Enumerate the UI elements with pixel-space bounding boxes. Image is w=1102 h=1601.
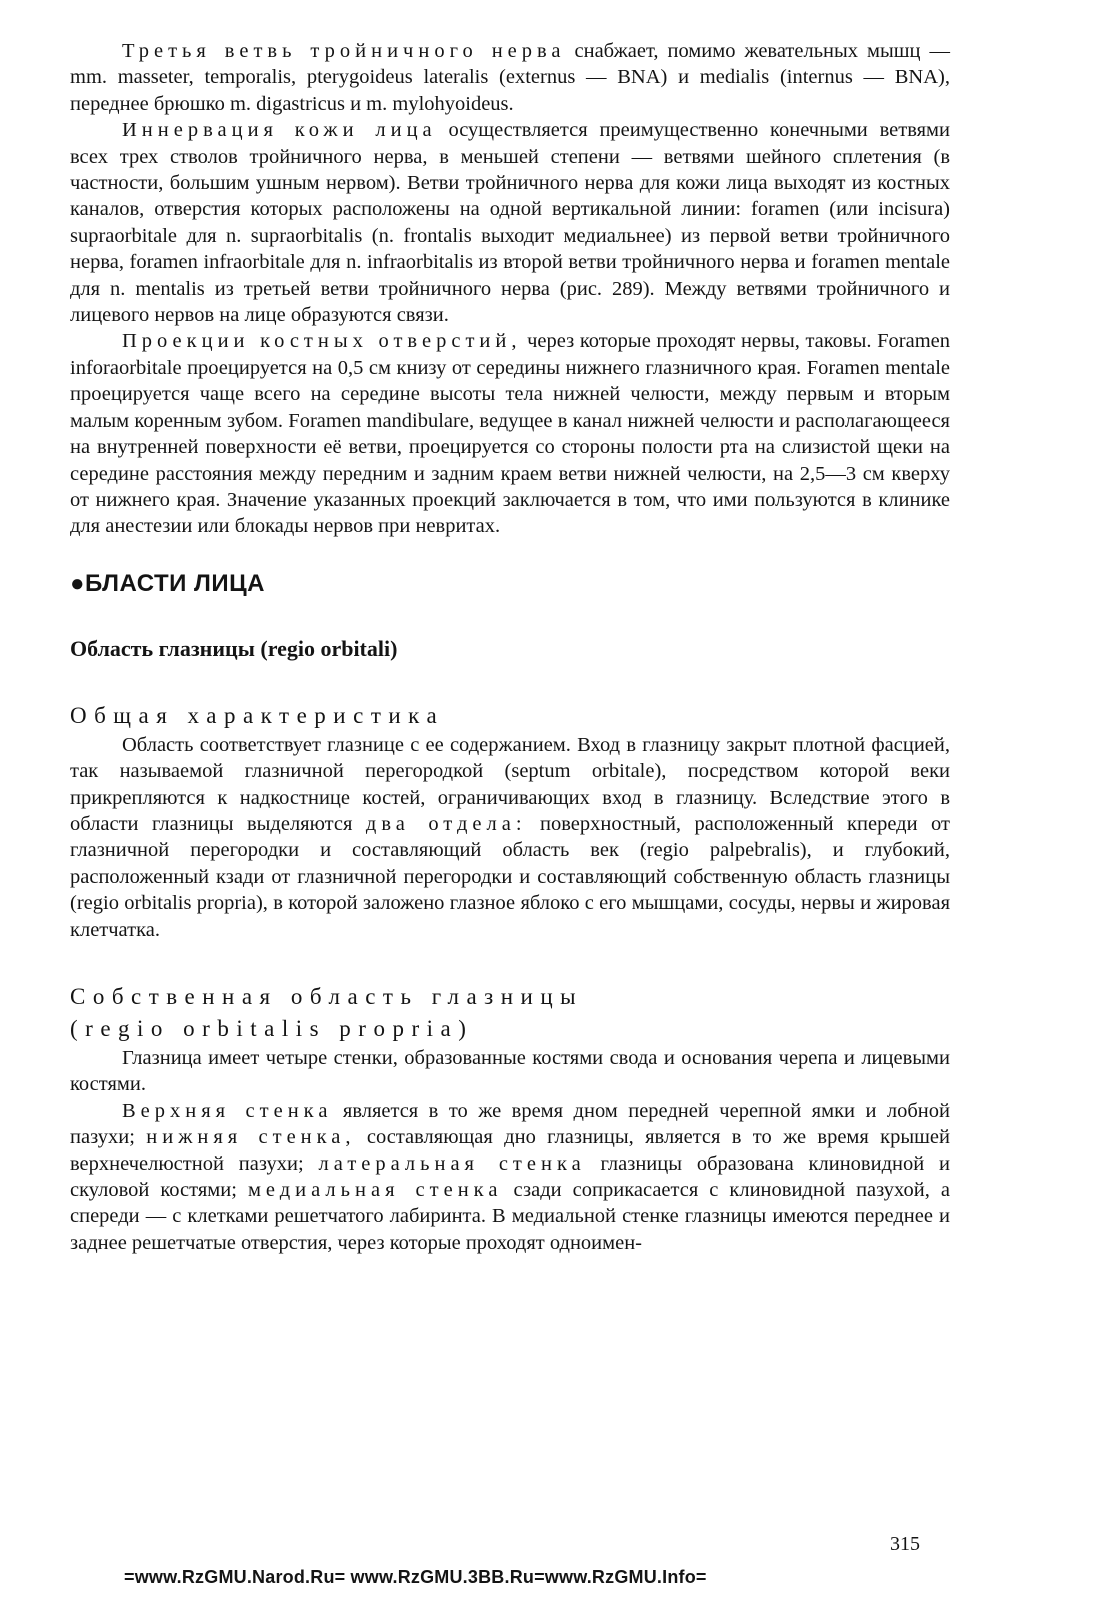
paragraph-text: через которые проходят нервы, таковы. Foramen inforaorbitale проецируется на 0,5 см книзу от середины нижнего глазничного края. Foramen mentale проецируется чаще всего на середине высоты тела нижней челюсти, между первым и вторым малым коренным зубом. Foramen mandibulare, ведущее в канал нижней челюсти и располагающееся на внутренней поверхности её ветви, проецируется со стороны полости рта на слизистой щеки на середине расстояния между передним и задним краем ветви нижней челюсти, на 2,5—3 см кверху от нижнего края. Значение указанных проекций заключается в том, что ими пользуются в клинике для анестезии или блокады нервов при невритах. [70,330,951,538]
page-body [70,38,950,1256]
spaced-term: латеральная стенка [318,1152,586,1175]
heading-general-characteristics: Общая характеристика [70,702,445,728]
spaced-term: нижняя стенка, [146,1126,356,1149]
heading-line: Собственная область глазницы [70,983,584,1009]
paragraph-text: является в то же время дном передней черепной ямки и лобной пазухи; [70,1099,950,1149]
spaced-lead: Третья ветвь тройничного нерва [122,40,566,62]
heading-line: (regio orbitalis propria) [70,1015,474,1041]
paragraph-text: Область соответствует глазнице с ее содержанием. Вход в глазницу закрыт плотной фасцией, так называемой глазничной перегородкой (septum orbitale), посредством которой веки прикрепляются к надкостнице костей, ограничивающих вход в глазницу. Вследствие этого в области глазницы выделяются [70,733,950,835]
heading-orbit-proper [70,981,950,1045]
paragraph-text: осуществляется преимущественно конечными ветвями всех трех стволов тройничного нерва, в меньшей степени — ветвями шейного сплетения (в частности, большим ушным нервом). Ветви тройничного нерва для кожи лица выходят из костных каналов, отверстия которых расположены на одной вертикальной линии: foramen (или incisura) supraorbitale для n. supraorbitalis (n. frontalis выходит медиальнее) из первой ветви тройничного нерва, foramen infraorbitale для n. infraorbitalis из второй ветви тройничного нерва и foramen mentale для n. mentalis из третьей ветви тройничного нерва (рис. 289). Между ветвями тройничного и лицевого нервов на лице образуются связи. [70,119,950,327]
spaced-term: два отдела: [365,812,527,835]
spaced-term: Верхняя стенка [122,1099,333,1122]
paragraph-text: снабжает, помимо жевательных мышц — mm. masseter, temporalis, pterygoideus lateralis (externus — BNA) и medialis (internus — BNA), переднее брюшко m. digastricus и m. mylohyoideus. [70,40,950,115]
spaced-lead: Иннервация кожи лица [122,119,437,142]
subsection-title: Область глазницы (regio orbitali) [70,635,398,661]
paragraph-trigeminal-third-branch [70,38,950,117]
page-number: 315 [890,1533,920,1555]
paragraph-face-skin-innervation [70,117,950,328]
paragraph-text: глазницы образована клиновидной и скуловой костями; [70,1152,951,1201]
footer-credit: =www.RzGMU.Narod.Ru= www.RzGMU.3BB.Ru=www.RzGMU.Info= [124,1567,707,1587]
paragraph-text: сзади соприкасается с клиновидной пазухой, а спереди — с клетками решетчатого лабиринта. В медиальной стенке глазницы имеются переднее и заднее решетчатые отверстия, через которые проходят одноимен- [70,1179,950,1254]
paragraph-bone-openings-projections [70,328,950,539]
paragraph-orbit-walls [70,1098,950,1256]
spaced-term: медиальная стенка [247,1179,503,1201]
paragraph-text: поверхностный, расположенный кпереди от глазничной перегородки и составляющий область век (regio palpebralis), и глубокий, расположенный кзади от глазничной перегородки и составляющий собственную область глазницы (regio orbitalis propria), в которой заложено глазное яблоко с его мышцами, сосуды, нервы и жировая клетчатка. [70,812,950,941]
paragraph-walls-intro: Глазница имеет четыре стенки, образованные костями свода и основания черепа и лицевыми костями. [70,1046,950,1096]
spaced-lead: Проекции костных отверстий, [122,330,522,353]
paragraph-text: составляющая дно глазницы, является в то же время крышей верхнечелюстной пазухи; [70,1126,951,1175]
section-title: ●БЛАСТИ ЛИЦА [70,569,265,597]
paragraph-general-characteristics [70,732,950,943]
